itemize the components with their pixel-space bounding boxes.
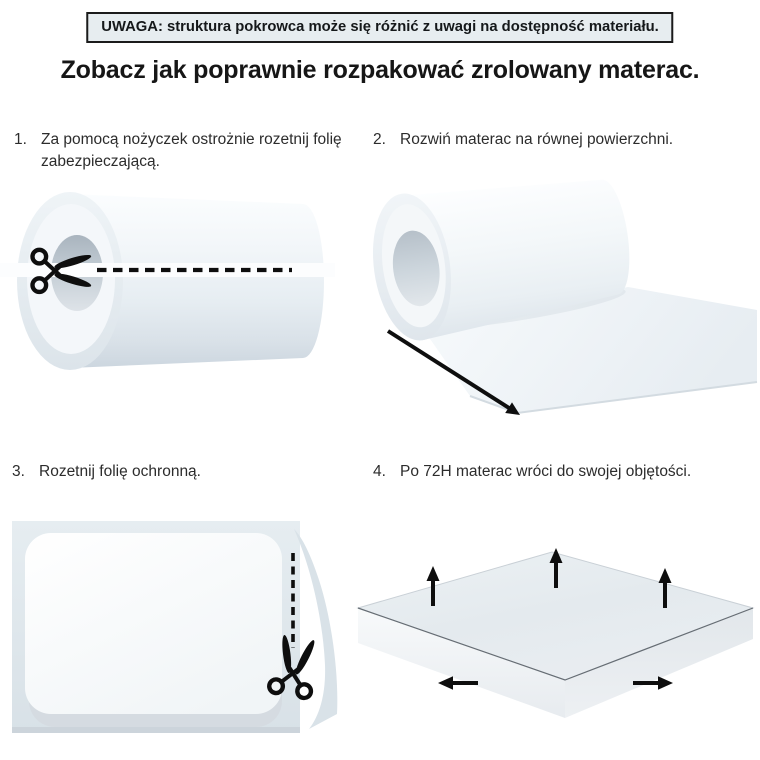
step-3 — [12, 461, 344, 483]
step-4-text: Po 72H materac wróci do swojej objętości. — [400, 463, 692, 480]
page-title: Zobacz jak poprawnie rozpakować zrolowany materac. — [60, 56, 700, 84]
step-3-text: Rozetnij folię ochronną. — [39, 463, 201, 480]
step-4 — [373, 461, 757, 483]
illustration-step-4-expanding-mattress — [356, 540, 760, 760]
step-1-text: Za pomocą nożyczek ostrożnie rozetnij folię zabezpieczającą. — [41, 131, 342, 170]
step-1 — [14, 129, 346, 173]
step-3-number: 3. — [12, 463, 25, 480]
notice-banner-text: UWAGA: struktura pokrowca może się różnić z uwagi na dostępność materiału. — [101, 19, 659, 35]
step-2-number: 2. — [373, 131, 386, 148]
step-1-number: 1. — [14, 131, 27, 148]
illustration-step-3-foil-cut — [5, 515, 340, 750]
step-2 — [373, 129, 757, 151]
illustration-step-1-rolled-mattress — [0, 188, 335, 380]
flat-mattress-graphic — [25, 533, 282, 714]
illustration-step-2-unrolling-mattress — [360, 163, 760, 428]
step-2-text: Rozwiń materac na równej powierzchni. — [400, 131, 674, 148]
notice-banner — [86, 12, 673, 43]
step-4-number: 4. — [373, 463, 386, 480]
rolled-mattress-graphic — [0, 192, 335, 370]
